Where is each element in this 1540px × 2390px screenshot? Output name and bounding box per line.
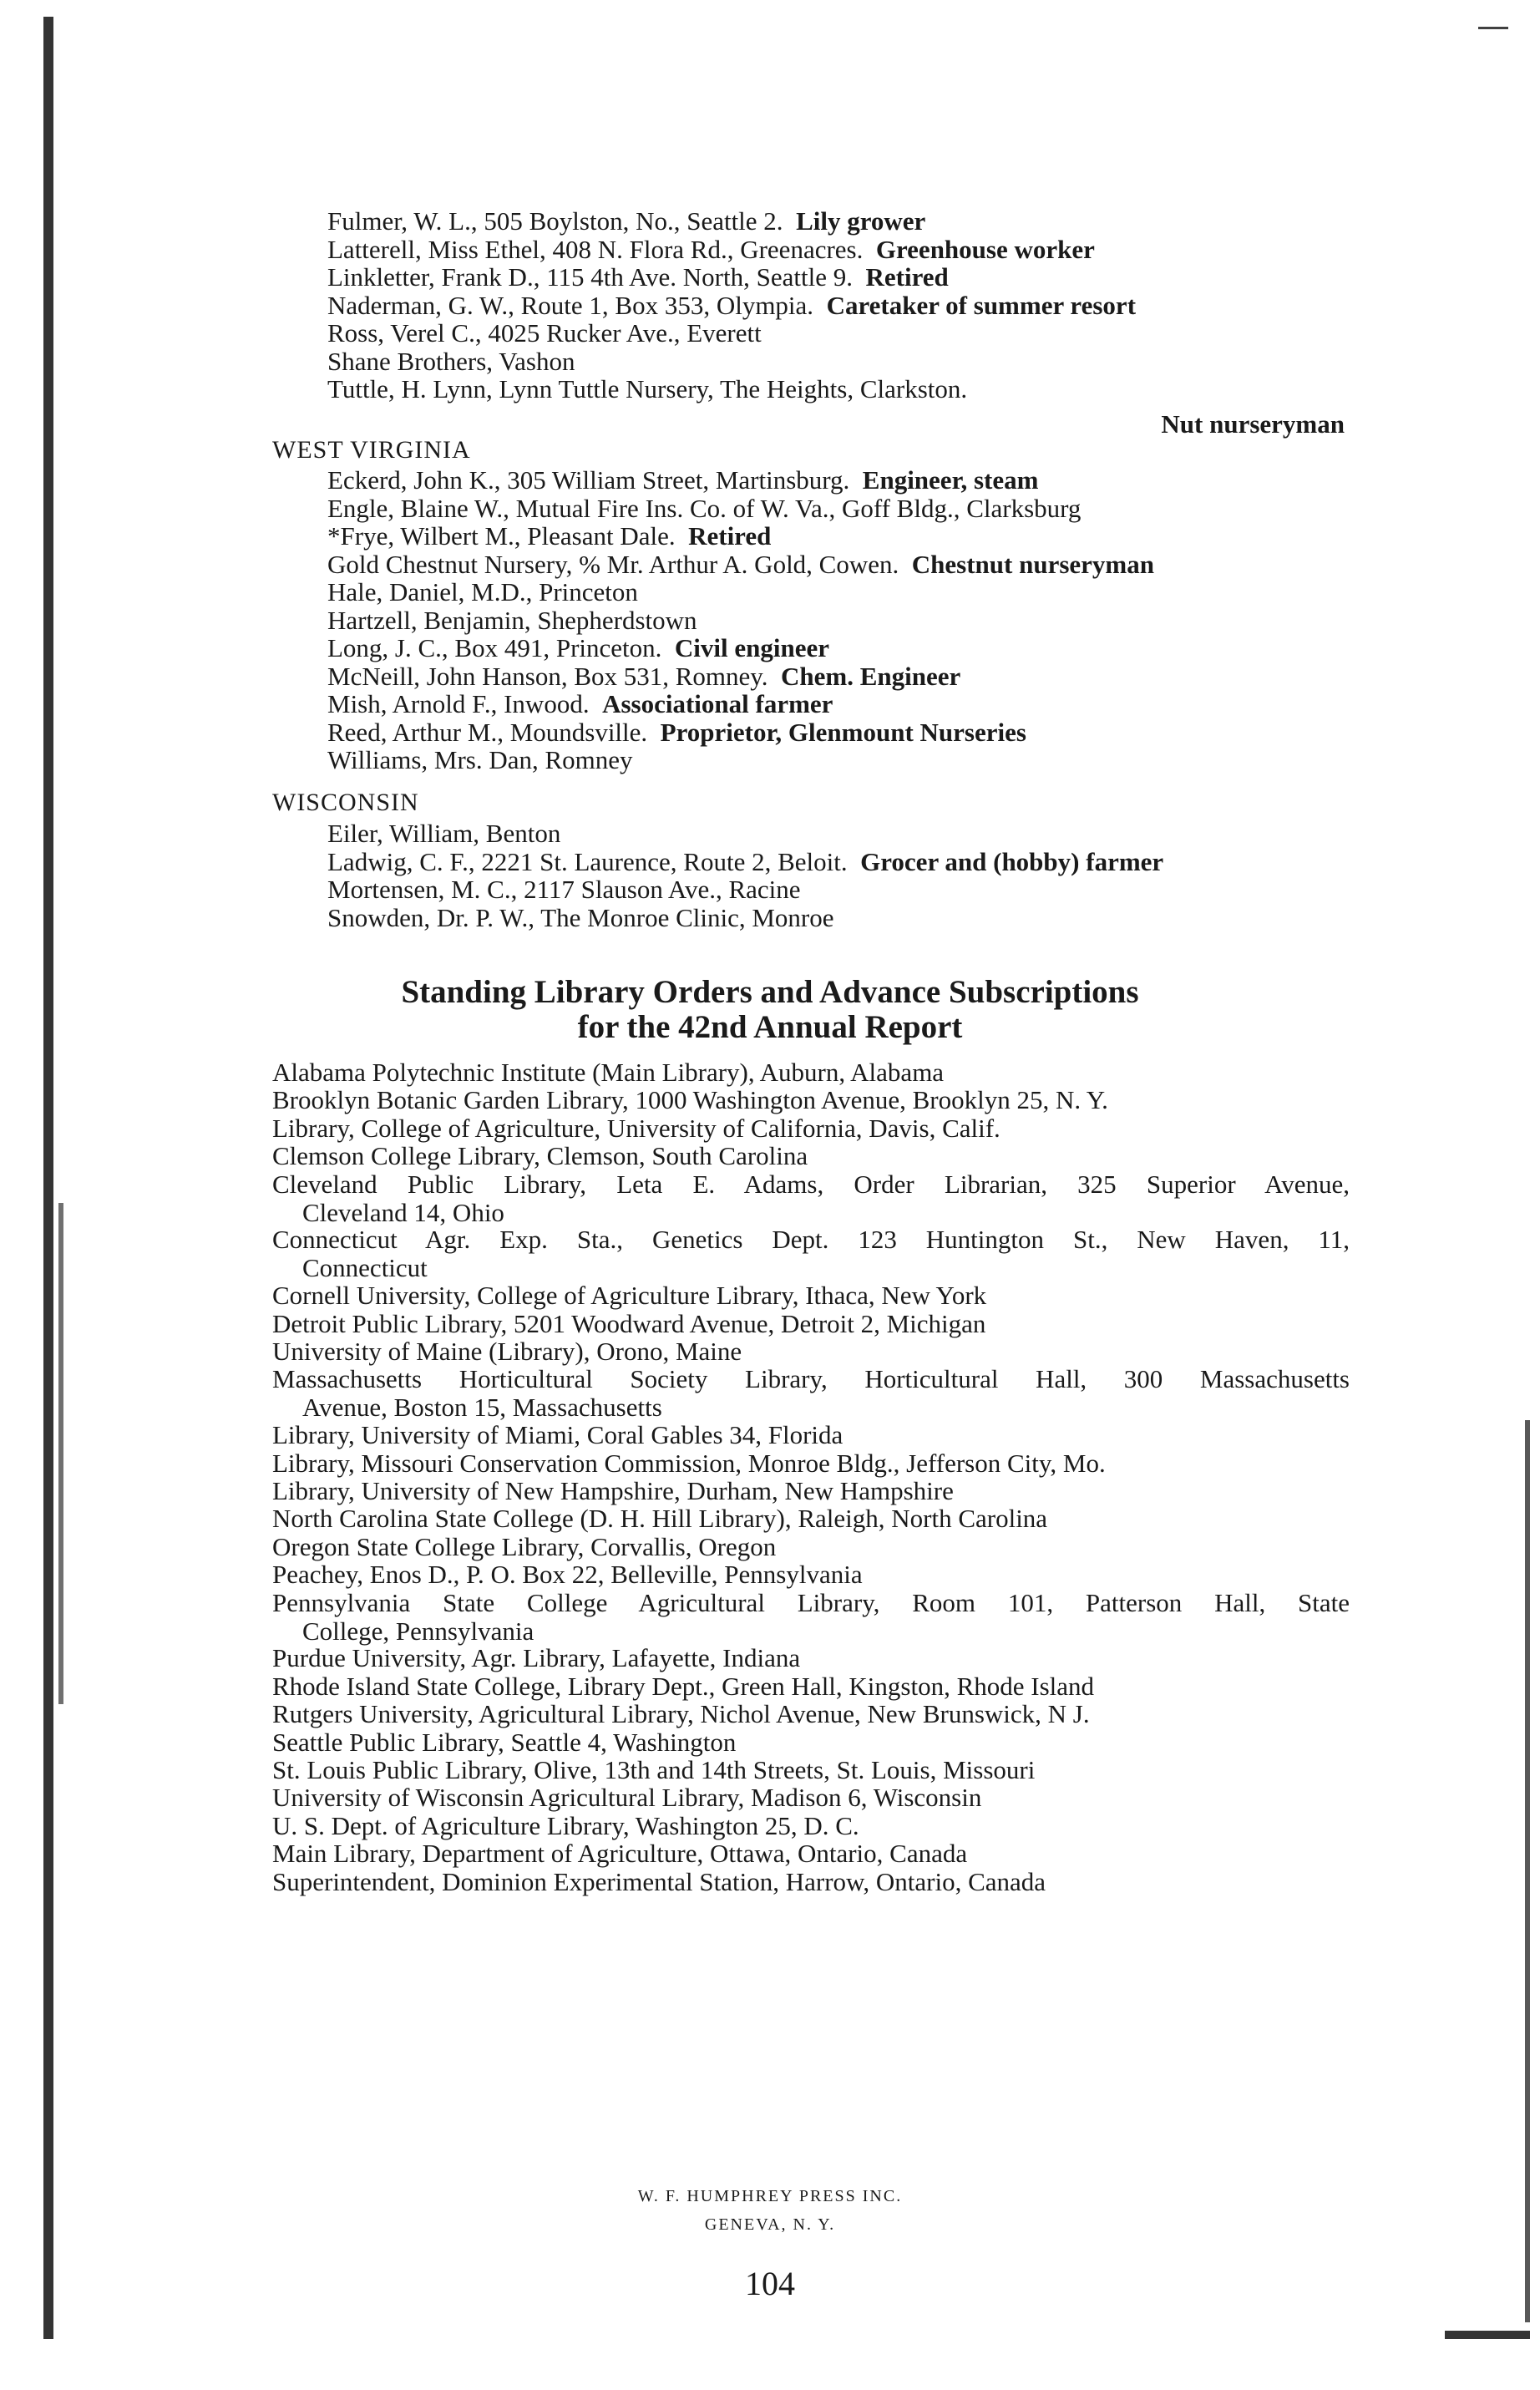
directory-entry bbox=[327, 292, 1136, 320]
entry-address: *Frye, Wilbert M., Pleasant Dale. bbox=[327, 521, 676, 551]
directory-entry bbox=[327, 690, 833, 718]
entry-address: Hale, Daniel, M.D., Princeton bbox=[327, 577, 638, 606]
entry-address: Snowden, Dr. P. W., The Monroe Clinic, Monroe bbox=[327, 902, 834, 932]
entry-address: Tuttle, H. Lynn, Lynn Tuttle Nursery, The Heights, Clarkston. bbox=[327, 374, 968, 403]
library-entry bbox=[272, 1170, 1350, 1227]
library-entry bbox=[272, 1142, 1350, 1170]
library-entry-line: Superintendent, Dominion Experimental Station, Harrow, Ontario, Canada bbox=[272, 1866, 1046, 1896]
library-entry-line: Library, University of Miami, Coral Gables 34, Florida bbox=[272, 1420, 843, 1450]
library-entry bbox=[272, 1812, 1350, 1840]
library-entry-line: Alabama Polytechnic Institute (Main Library), Auburn, Alabama bbox=[272, 1058, 945, 1087]
directory-entry bbox=[327, 495, 1081, 523]
directory-entry bbox=[327, 348, 575, 376]
entry-occupation: Chestnut nurseryman bbox=[911, 549, 1154, 579]
library-entry bbox=[272, 1560, 1350, 1589]
state-heading-west-virginia: WEST VIRGINIA bbox=[272, 436, 471, 464]
entry-address: Gold Chestnut Nursery, % Mr. Arthur A. Gold, Cowen. bbox=[327, 549, 899, 579]
library-entry-line: University of Wisconsin Agricultural Library, Madison 6, Wisconsin bbox=[272, 1783, 982, 1813]
directory-entry bbox=[327, 662, 960, 691]
library-entry-line: Seattle Public Library, Seattle 4, Washington bbox=[272, 1727, 737, 1757]
section-title-line2: for the 42nd Annual Report bbox=[577, 1009, 963, 1045]
library-entry-line: North Carolina State College (D. H. Hill Library), Raleigh, North Carolina bbox=[272, 1504, 1048, 1534]
entry-address: Williams, Mrs. Dan, Romney bbox=[327, 745, 633, 774]
entry-address: Ladwig, C. F., 2221 St. Laurence, Route 2, Beloit. bbox=[327, 846, 848, 876]
entry-occupation: Greenhouse worker bbox=[875, 234, 1095, 264]
directory-entry bbox=[327, 718, 1026, 747]
library-entry bbox=[272, 1337, 1350, 1366]
library-entry bbox=[272, 1421, 1350, 1449]
library-entry-line: Purdue University, Agr. Library, Lafayette, Indiana bbox=[272, 1643, 801, 1673]
library-entry-line: St. Louis Public Library, Olive, 13th and 14th Streets, St. Louis, Missouri bbox=[272, 1755, 1036, 1784]
entry-address: Eckerd, John K., 305 William Street, Martinsburg. bbox=[327, 465, 850, 495]
library-entry bbox=[272, 1365, 1350, 1422]
entry-address: Long, J. C., Box 491, Princeton. bbox=[327, 633, 662, 662]
library-entry bbox=[272, 1058, 1350, 1087]
library-entry-line: U. S. Dept. of Agriculture Library, Washington 25, D. C. bbox=[272, 1810, 859, 1840]
library-entry-line: Connecticut Agr. Exp. Sta., Genetics Dept. 123 Huntington St., New Haven, 11, bbox=[272, 1225, 1350, 1255]
entry-address: Linkletter, Frank D., 115 4th Ave. North, Seattle 9. bbox=[327, 262, 853, 292]
library-entry-line: Library, University of New Hampshire, Durham, New Hampshire bbox=[272, 1476, 954, 1505]
entry-address: Shane Brothers, Vashon bbox=[327, 346, 575, 376]
library-entry-line: Rhode Island State College, Library Dept., Green Hall, Kingston, Rhode Island bbox=[272, 1671, 1095, 1701]
directory-entry bbox=[327, 319, 762, 348]
scan-edge-left-2 bbox=[58, 1203, 63, 1704]
entry-occupation: Civil engineer bbox=[674, 633, 830, 662]
state-heading-wisconsin: WISCONSIN bbox=[272, 789, 419, 816]
library-entry bbox=[272, 1672, 1350, 1701]
directory-entry bbox=[327, 375, 967, 403]
entry-occupation: Proprietor, Glenmount Nurseries bbox=[660, 717, 1026, 747]
library-entry bbox=[272, 1700, 1350, 1728]
entry-occupation: Retired bbox=[865, 262, 949, 292]
entry-occupation: Grocer and (hobby) farmer bbox=[860, 846, 1164, 876]
directory-entry bbox=[327, 606, 697, 635]
library-entry-continuation: Cleveland 14, Ohio bbox=[302, 1197, 504, 1227]
library-entry bbox=[272, 1225, 1350, 1282]
entry-address: Mish, Arnold F., Inwood. bbox=[327, 689, 590, 718]
entry-address: McNeill, John Hanson, Box 531, Romney. bbox=[327, 661, 768, 691]
entry-occupation: Associational farmer bbox=[602, 689, 833, 718]
library-entry-line: Massachusetts Horticultural Society Library, Horticultural Hall, 300 Massachusetts bbox=[272, 1364, 1350, 1394]
library-entry bbox=[272, 1086, 1350, 1114]
library-entry bbox=[272, 1728, 1350, 1757]
library-entry bbox=[272, 1756, 1350, 1784]
library-entry-line: Clemson College Library, Clemson, South Carolina bbox=[272, 1141, 808, 1171]
library-entry-line: University of Maine (Library), Orono, Maine bbox=[272, 1337, 742, 1366]
scan-edge-bottom bbox=[1445, 2331, 1530, 2339]
library-entry bbox=[272, 1784, 1350, 1812]
library-entry bbox=[272, 1868, 1350, 1896]
press-name: W. F. HUMPHREY PRESS INC. bbox=[637, 2187, 903, 2205]
library-entry-continuation: Avenue, Boston 15, Massachusetts bbox=[302, 1393, 662, 1423]
entry-occupation: Retired bbox=[688, 521, 772, 551]
entry-address: Naderman, G. W., Route 1, Box 353, Olympia. bbox=[327, 290, 814, 320]
library-entry bbox=[272, 1589, 1350, 1646]
library-entry bbox=[272, 1533, 1350, 1561]
library-entry-continuation: College, Pennsylvania bbox=[302, 1616, 534, 1646]
entry-address: Eiler, William, Benton bbox=[327, 819, 561, 848]
entry-occupation: Caretaker of summer resort bbox=[826, 290, 1137, 320]
directory-entry bbox=[327, 522, 771, 551]
library-entry-line: Main Library, Department of Agriculture, Ottawa, Ontario, Canada bbox=[272, 1839, 968, 1869]
press-location: GENEVA, N. Y. bbox=[704, 2215, 836, 2234]
directory-entry bbox=[327, 746, 633, 774]
directory-entry bbox=[327, 875, 801, 904]
directory-entry bbox=[327, 578, 638, 606]
entry-address: Hartzell, Benjamin, Shepherdstown bbox=[327, 605, 697, 635]
library-entry-continuation: Connecticut bbox=[302, 1253, 428, 1283]
library-entry bbox=[272, 1477, 1350, 1505]
occupation-nut-nurseryman: Nut nurseryman bbox=[1161, 409, 1345, 439]
entry-address: Ross, Verel C., 4025 Rucker Ave., Everett bbox=[327, 318, 762, 348]
entry-occupation: Lily grower bbox=[796, 206, 926, 236]
directory-entry bbox=[327, 634, 829, 662]
entry-occupation: Chem. Engineer bbox=[781, 661, 961, 691]
library-entry bbox=[272, 1281, 1350, 1310]
library-entry-line: Rutgers University, Agricultural Library, Nichol Avenue, New Brunswick, N J. bbox=[272, 1699, 1090, 1729]
entry-occupation: Engineer, steam bbox=[862, 465, 1039, 495]
directory-entry bbox=[327, 551, 1154, 579]
library-entry-line: Brooklyn Botanic Garden Library, 1000 Washington Avenue, Brooklyn 25, N. Y. bbox=[272, 1085, 1108, 1115]
library-entry-line: Pennsylvania State College Agricultural Library, Room 101, Patterson Hall, State bbox=[272, 1587, 1350, 1617]
entry-address: Mortensen, M. C., 2117 Slauson Ave., Racine bbox=[327, 875, 801, 904]
directory-entry bbox=[327, 263, 949, 292]
library-entry-line: Library, Missouri Conservation Commission, Monroe Bldg., Jefferson City, Mo. bbox=[272, 1448, 1106, 1478]
directory-entry bbox=[327, 207, 925, 236]
library-entry-line: Library, College of Agriculture, University of California, Davis, Calif. bbox=[272, 1113, 1000, 1143]
library-entry-line: Oregon State College Library, Corvallis, Oregon bbox=[272, 1531, 777, 1561]
library-entry bbox=[272, 1114, 1350, 1143]
directory-entry bbox=[327, 820, 560, 848]
entry-address: Latterell, Miss Ethel, 408 N. Flora Rd., Greenacres. bbox=[327, 234, 864, 264]
section-title-line1: Standing Library Orders and Advance Subscriptions bbox=[401, 974, 1139, 1010]
entry-address: Fulmer, W. L., 505 Boylston, No., Seattle 2. bbox=[327, 206, 783, 236]
scan-edge-left bbox=[43, 17, 53, 2339]
directory-entry bbox=[327, 848, 1163, 876]
library-entry bbox=[272, 1839, 1350, 1868]
library-entry bbox=[272, 1310, 1350, 1338]
library-entry-line: Detroit Public Library, 5201 Woodward Avenue, Detroit 2, Michigan bbox=[272, 1308, 986, 1338]
library-entry bbox=[272, 1505, 1350, 1533]
page-number: 104 bbox=[745, 2265, 795, 2302]
library-entry-line: Peachey, Enos D., P. O. Box 22, Belleville, Pennsylvania bbox=[272, 1560, 863, 1590]
directory-entry bbox=[327, 904, 834, 932]
directory-entry bbox=[327, 236, 1095, 264]
entry-address: Engle, Blaine W., Mutual Fire Ins. Co. of W. Va., Goff Bldg., Clarksburg bbox=[327, 493, 1082, 523]
directory-entry bbox=[327, 466, 1038, 495]
library-entry bbox=[272, 1644, 1350, 1672]
entry-address: Reed, Arthur M., Moundsville. bbox=[327, 717, 648, 747]
library-entry-line: Cleveland Public Library, Leta E. Adams, Order Librarian, 325 Superior Avenue, bbox=[272, 1169, 1350, 1199]
library-entry bbox=[272, 1449, 1350, 1478]
scan-mark-top bbox=[1478, 27, 1508, 29]
library-entry-line: Cornell University, College of Agriculture Library, Ithaca, New York bbox=[272, 1281, 987, 1311]
